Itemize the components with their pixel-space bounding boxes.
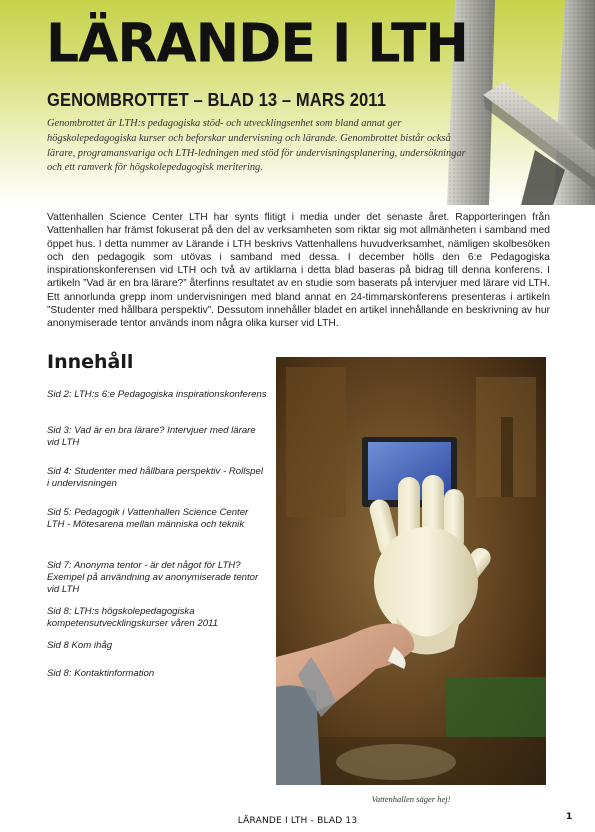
toc-item[interactable]: Sid 7: Anonyma tentor - är det något för LTH? Exempel på användning av anonymiserade tentor vid LTH <box>47 560 259 595</box>
page-number: 1 <box>566 812 573 822</box>
toc-heading: Innehåll <box>47 351 134 373</box>
masthead-title: LÄRANDE I LTH <box>46 13 468 75</box>
toc-item[interactable]: Sid 4: Studenter med hållbara perspektiv - Rollspel i undervisningen <box>47 466 263 489</box>
toc-item[interactable]: Sid 2: LTH:s 6:e Pedagogiska inspirationskonferens <box>47 389 267 400</box>
footer-publication: LÄRANDE I LTH - BLAD 13 <box>237 816 358 826</box>
intro-paragraph: Genombrottet är LTH:s pedagogiska stöd- och utvecklingsenhet som bland annat ger högskolepedagogiska kurser och beforskar undervisning och lärande. Genombrottet bistår också lärare, programansvariga och LTH-ledningen med stöd för undervisningsplanering, undersökningar och ett ramverk för högskolepedagogisk meritering. <box>47 118 466 174</box>
toc-list <box>47 389 267 680</box>
lead-paragraph: Vattenhallen Science Center LTH har synts flitigt i media under det senaste året. Rapporteringen från Vattenhallen har främst fokuserat på den del av verksamheten som riktar sig mot allmänheten i samband med öppet hus. I detta nummer av Lärande i LTH beskrivs Vattenhallens huvudverksamhet, nämligen skolbesöken och den pedagogik som utövas i samband med dessa. I december hölls den 6:e Pedagogiska inspirationskonferensen vid LTH och två av artiklarna i detta blad baseras på bidrag till denna konferens. I artikeln ”Vad är en bra lärare?” återfinns resultatet av en studie som baserats på intervjuer med lärare vid LTH. Ett annorlunda grepp inom undervisningen med bland annat en 24-timmarskonferens presenteras i artikeln ”Studenter med hållbara perspektiv”. Dessutom innehåller bladet en artikel innehållande en beskrivning av hur anonymiserade tentor används inom några olika kurser vid LTH. <box>47 212 550 330</box>
toc-item[interactable]: Sid 8: LTH:s högskolepedagogiska kompetensutvecklingskurser våren 2011 <box>47 606 219 629</box>
toc-item[interactable]: Sid 5: Pedagogik i Vattenhallen Science Center LTH - Mötesarena mellan människa och teknik <box>47 507 249 530</box>
toc-item[interactable]: Sid 3: Vad är en bra lärare? Intervjuer med lärare vid LTH <box>47 425 256 448</box>
issue-line: GENOMBROTTET – BLAD 13 – MARS 2011 <box>47 90 387 110</box>
toc-item[interactable]: Sid 8: Kontaktinformation <box>47 668 155 679</box>
photo-caption: Vattenhallen säger hej! <box>371 794 451 804</box>
toc-item[interactable]: Sid 8 Kom ihåg <box>47 640 113 651</box>
glove-photo <box>276 357 546 785</box>
